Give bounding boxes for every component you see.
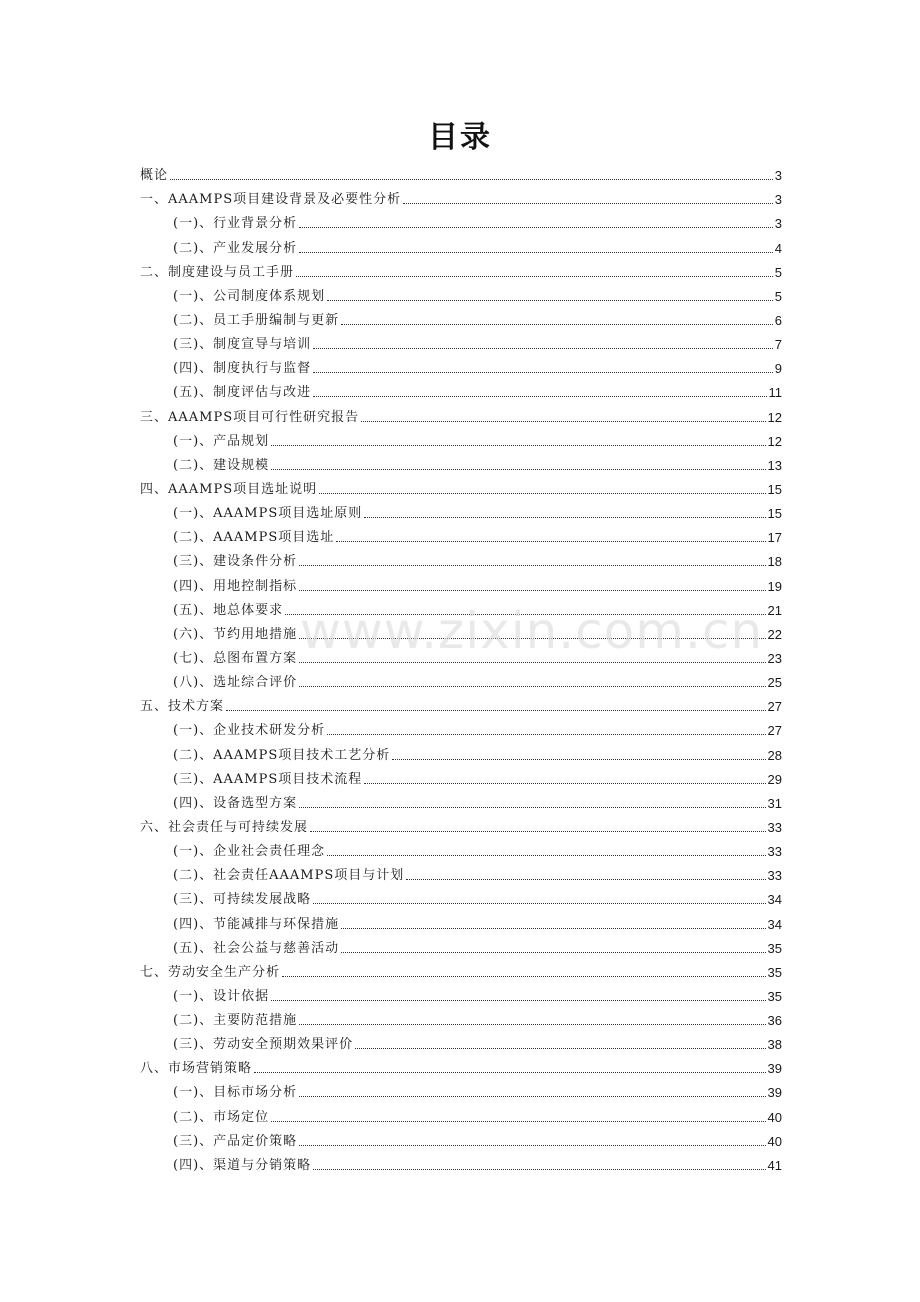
toc-section-entry[interactable] [140, 933, 782, 957]
toc-dot-leader [299, 1096, 765, 1097]
toc-page-number: 18 [767, 554, 782, 570]
toc-entry-text: (一)、AAAMPS项目选址原则 [173, 506, 363, 522]
toc-dot-leader [327, 855, 765, 856]
toc-dot-leader [254, 1072, 766, 1073]
toc-dot-leader [406, 879, 765, 880]
toc-dot-leader [299, 565, 765, 566]
toc-page-number: 34 [767, 892, 782, 908]
toc-title: 目录 [428, 120, 492, 155]
toc-dot-leader [341, 952, 765, 953]
toc-dot-leader [296, 276, 773, 277]
toc-dot-leader [364, 517, 765, 518]
toc-page-number: 33 [767, 819, 782, 835]
toc-section-entry[interactable] [140, 764, 782, 788]
toc-section-entry[interactable] [140, 643, 782, 667]
toc-page-number: 27 [767, 699, 782, 715]
toc-entry-text: 六、社会责任与可持续发展 [140, 819, 309, 835]
toc-section-entry[interactable] [140, 426, 782, 450]
toc-list [140, 160, 782, 1174]
toc-dot-leader [313, 396, 766, 397]
toc-dot-leader [319, 493, 765, 494]
toc-entry-text: (二)、主要防范措施 [173, 1013, 298, 1029]
toc-entry-text: (二)、市场定位 [173, 1109, 270, 1125]
toc-page-number: 41 [767, 1157, 782, 1173]
toc-section-entry[interactable] [140, 981, 782, 1005]
toc-page-number: 11 [768, 385, 782, 401]
toc-page-number: 13 [767, 457, 782, 473]
toc-dot-leader [341, 928, 765, 929]
toc-entry-text: (四)、用地控制指标 [173, 578, 298, 594]
toc-dot-leader [299, 590, 765, 591]
toc-entry-text: 四、AAAMPS项目选址说明 [140, 481, 318, 497]
toc-entry-text: 七、劳动安全生产分析 [140, 964, 281, 980]
toc-entry-text: 概论 [140, 168, 169, 184]
toc-dot-leader [271, 469, 765, 470]
toc-page-number: 35 [767, 940, 782, 956]
toc-section-entry[interactable] [140, 329, 782, 353]
toc-entry-text: (一)、行业背景分析 [173, 216, 298, 232]
toc-entry-text: (三)、劳动安全预期效果评价 [173, 1037, 354, 1053]
toc-entry-text: (三)、可持续发展战略 [173, 892, 312, 908]
toc-entry-text: 三、AAAMPS项目可行性研究报告 [140, 409, 360, 425]
toc-dot-leader [336, 541, 765, 542]
toc-page-number: 33 [767, 868, 782, 884]
toc-page-number: 7 [774, 337, 782, 353]
toc-page-number: 5 [774, 288, 782, 304]
toc-chapter-entry[interactable] [140, 1053, 782, 1077]
toc-page-number: 33 [767, 844, 782, 860]
toc-entry-text: 八、市场营销策略 [140, 1061, 253, 1077]
toc-chapter-entry[interactable] [140, 401, 782, 425]
toc-chapter-entry[interactable] [140, 957, 782, 981]
toc-dot-leader [310, 831, 766, 832]
toc-page-number: 38 [767, 1037, 782, 1053]
toc-chapter-entry[interactable] [140, 160, 782, 184]
toc-entry-text: (一)、目标市场分析 [173, 1085, 298, 1101]
toc-entry-text: (一)、设计依据 [173, 988, 270, 1004]
toc-entry-text: (二)、社会责任AAAMPS项目与计划 [173, 868, 405, 884]
toc-entry-text: (一)、产品规划 [173, 433, 270, 449]
toc-dot-leader [327, 734, 765, 735]
toc-section-entry[interactable] [140, 353, 782, 377]
toc-section-entry[interactable] [140, 522, 782, 546]
toc-page-number: 4 [774, 240, 782, 256]
toc-page-number: 34 [767, 916, 782, 932]
toc-section-entry[interactable] [140, 667, 782, 691]
toc-dot-leader [271, 445, 765, 446]
toc-entry-text: (一)、企业社会责任理念 [173, 844, 326, 860]
toc-entry-text: (二)、员工手册编制与更新 [173, 312, 340, 328]
watermark: www.zixin.com.cn [300, 602, 764, 660]
toc-entry-text: (四)、渠道与分销策略 [173, 1157, 312, 1173]
toc-dot-leader [313, 372, 773, 373]
toc-page-number: 12 [767, 409, 782, 425]
toc-page-number: 15 [767, 506, 782, 522]
toc-page-number: 28 [767, 747, 782, 763]
toc-section-entry[interactable] [140, 1029, 782, 1053]
toc-dot-leader [299, 227, 773, 228]
toc-dot-leader [299, 807, 765, 808]
toc-page-number: 17 [767, 530, 782, 546]
toc-section-entry[interactable] [140, 860, 782, 884]
toc-page-number: 35 [767, 988, 782, 1004]
toc-page-number: 3 [774, 192, 782, 208]
toc-entry-text: (三)、建设条件分析 [173, 554, 298, 570]
toc-section-entry[interactable] [140, 570, 782, 594]
toc-section-entry[interactable] [140, 1150, 782, 1174]
toc-entry-text: (四)、设备选型方案 [173, 795, 298, 811]
toc-chapter-entry[interactable] [140, 257, 782, 281]
toc-dot-leader [285, 614, 765, 615]
toc-page-number: 6 [774, 312, 782, 328]
toc-section-entry[interactable] [140, 305, 782, 329]
toc-section-entry[interactable] [140, 1126, 782, 1150]
toc-page-number: 27 [767, 723, 782, 739]
toc-section-entry[interactable] [140, 715, 782, 739]
toc-dot-leader [299, 638, 765, 639]
toc-dot-leader [313, 903, 765, 904]
toc-dot-leader [327, 300, 773, 301]
toc-page-number: 22 [767, 626, 782, 642]
toc-entry-text: (二)、产业发展分析 [173, 240, 298, 256]
toc-dot-leader [271, 1121, 765, 1122]
toc-entry-text: (五)、制度评估与改进 [173, 385, 312, 401]
toc-section-entry[interactable] [140, 1005, 782, 1029]
toc-page-number: 35 [767, 964, 782, 980]
toc-dot-leader [361, 421, 765, 422]
toc-entry-text: 二、制度建设与员工手册 [140, 264, 295, 280]
toc-entry-text: 五、技术方案 [140, 699, 225, 715]
toc-page-number: 21 [767, 602, 782, 618]
toc-entry-text: (二)、AAAMPS项目选址 [173, 530, 335, 546]
toc-page-number: 39 [767, 1085, 782, 1101]
toc-dot-leader [403, 203, 773, 204]
toc-section-entry[interactable] [140, 595, 782, 619]
toc-entry-text: (三)、AAAMPS项目技术流程 [173, 771, 363, 787]
toc-section-entry[interactable] [140, 546, 782, 570]
toc-dot-leader [299, 686, 765, 687]
toc-page-number: 40 [767, 1109, 782, 1125]
toc-page-number: 15 [767, 481, 782, 497]
toc-section-entry[interactable] [140, 377, 782, 401]
toc-dot-leader [364, 783, 765, 784]
toc-page-number: 23 [767, 650, 782, 666]
toc-dot-leader [299, 1024, 765, 1025]
toc-section-entry[interactable] [140, 1077, 782, 1101]
toc-page-number: 31 [767, 795, 782, 811]
toc-page-number: 25 [767, 675, 782, 691]
toc-dot-leader [355, 1048, 765, 1049]
toc-chapter-entry[interactable] [140, 691, 782, 715]
toc-page-number: 39 [767, 1061, 782, 1077]
toc-section-entry[interactable] [140, 450, 782, 474]
toc-entry-text: (七)、总图布置方案 [173, 650, 298, 666]
toc-dot-leader [392, 759, 765, 760]
toc-section-entry[interactable] [140, 788, 782, 812]
toc-entry-text: (一)、公司制度体系规划 [173, 288, 326, 304]
toc-section-entry[interactable] [140, 232, 782, 256]
toc-page-number: 12 [767, 433, 782, 449]
toc-section-entry[interactable] [140, 281, 782, 305]
toc-entry-text: (二)、AAAMPS项目技术工艺分析 [173, 747, 391, 763]
toc-dot-leader [170, 179, 773, 180]
toc-section-entry[interactable] [140, 1101, 782, 1125]
toc-dot-leader [341, 324, 773, 325]
toc-section-entry[interactable] [140, 884, 782, 908]
toc-entry-text: (八)、选址综合评价 [173, 675, 298, 691]
toc-chapter-entry[interactable] [140, 474, 782, 498]
toc-page-number: 9 [774, 361, 782, 377]
toc-chapter-entry[interactable] [140, 812, 782, 836]
toc-dot-leader [313, 1169, 765, 1170]
toc-entry-text: (四)、节能减排与环保措施 [173, 916, 340, 932]
toc-section-entry[interactable] [140, 836, 782, 860]
toc-entry-text: (五)、地总体要求 [173, 602, 284, 618]
toc-chapter-entry[interactable] [140, 184, 782, 208]
toc-section-entry[interactable] [140, 739, 782, 763]
toc-page-number: 40 [767, 1133, 782, 1149]
toc-page-number: 3 [774, 168, 782, 184]
toc-page-number: 29 [767, 771, 782, 787]
toc-entry-text: (六)、节约用地措施 [173, 626, 298, 642]
toc-page-number: 19 [767, 578, 782, 594]
toc-entry-text: 一、AAAMPS项目建设背景及必要性分析 [140, 192, 402, 208]
toc-section-entry[interactable] [140, 908, 782, 932]
toc-dot-leader [313, 348, 773, 349]
toc-page-number: 3 [774, 216, 782, 232]
toc-section-entry[interactable] [140, 208, 782, 232]
toc-entry-text: (一)、企业技术研发分析 [173, 723, 326, 739]
toc-entry-text: (三)、制度宣导与培训 [173, 337, 312, 353]
toc-section-entry[interactable] [140, 498, 782, 522]
toc-entry-text: (五)、社会公益与慈善活动 [173, 940, 340, 956]
toc-section-entry[interactable] [140, 619, 782, 643]
toc-dot-leader [299, 1145, 765, 1146]
toc-dot-leader [226, 710, 766, 711]
toc-page-number: 36 [767, 1013, 782, 1029]
toc-entry-text: (三)、产品定价策略 [173, 1133, 298, 1149]
toc-dot-leader [299, 662, 765, 663]
toc-entry-text: (二)、建设规模 [173, 457, 270, 473]
toc-dot-leader [271, 1000, 765, 1001]
toc-dot-leader [282, 976, 766, 977]
toc-entry-text: (四)、制度执行与监督 [173, 361, 312, 377]
toc-dot-leader [299, 252, 773, 253]
toc-page-number: 5 [774, 264, 782, 280]
